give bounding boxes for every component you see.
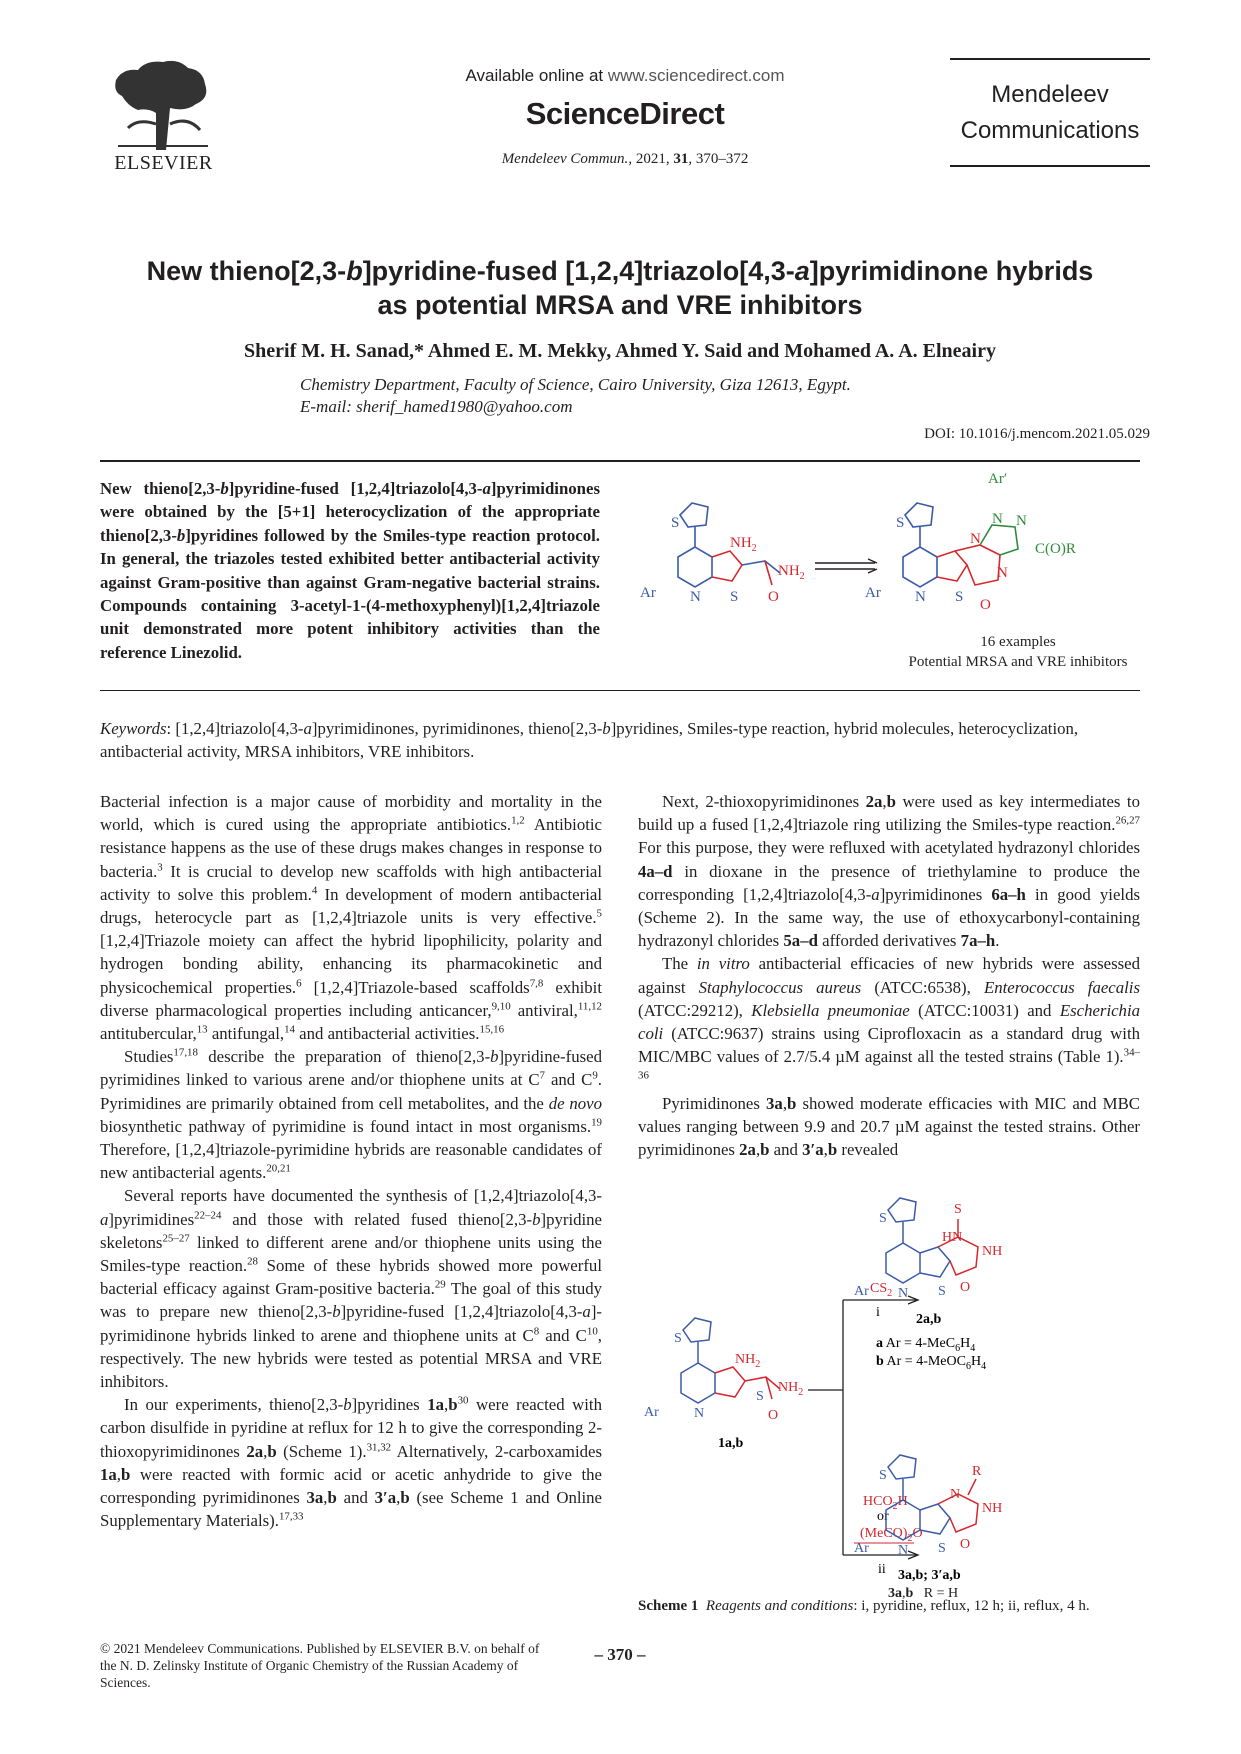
scheme-3-r: R: [972, 1464, 982, 1479]
scheme-s-b: S: [756, 1389, 764, 1404]
journal-name-line1: Mendeleev: [991, 81, 1109, 108]
scheme-3-o: O: [960, 1537, 971, 1552]
title-line-2: as potential MRSA and VRE inhibitors: [377, 290, 863, 320]
doi[interactable]: DOI: 10.1016/j.mencom.2021.05.029: [924, 426, 1150, 442]
ga-ar-prime: Ar′: [988, 471, 1008, 487]
keywords: Keywords: [1,2,4]triazolo[4,3-a]pyrimidinones, pyrimidinones, thieno[2,3-b]pyridines, Smiles-type reaction, hybrid molecules, heterocyclization, antibacterial activity, MRSA inhibitors, VRE inhibitors.: [100, 719, 1079, 761]
scheme-n-a: N: [694, 1406, 705, 1421]
ga-n4: N: [1016, 513, 1027, 529]
keywords-label: Keywords: [100, 719, 167, 738]
ga-arrow: [815, 559, 877, 573]
scheme-label-2: 2a,b: [916, 1312, 942, 1327]
scheme-ar-a: Ar: [644, 1405, 659, 1420]
ga-n3: N: [992, 511, 1003, 527]
scheme-3-n2: N: [898, 1543, 909, 1558]
scheme-step-ii: ii: [878, 1562, 886, 1577]
scheme-2-o: O: [960, 1280, 971, 1295]
scheme-2-ar: Ar: [854, 1284, 869, 1299]
page-number: – 370 –: [594, 1645, 646, 1664]
scheme-label-3a: 3a,b R = H: [888, 1586, 959, 1601]
scheme-reagent-hco2h: $HCO_2H$: [863, 1494, 908, 1512]
journal-rule-top: [950, 58, 1150, 60]
available-label: Available online at: [465, 66, 608, 85]
article-title: [80, 254, 1160, 322]
authors: Sherif M. H. Sanad,* Ahmed E. M. Mekky, Ahmed Y. Said and Mohamed A. A. Elneairy: [244, 340, 996, 362]
scheme-o-a: O: [768, 1408, 779, 1423]
scheme-3-n: N: [950, 1487, 961, 1502]
abstract-text: New thieno[2,3-b]pyridine-fused [1,2,4]triazolo[4,3-a]pyrimidinones were obtained by the [5+1] heterocyclization of the appropriate thieno[2,3-b]pyridines followed by the Smiles-type reaction protocol. In general, the triazoles tested exhibited better antibacterial activity against Gram-positive than against Gram-negative bacterial strains. Compounds containing 3-acetyl-1-(4-methoxyphenyl)[1,2,4]triazole unit demonstrated more potent inhibitory activities than the reference Linezolid.: [100, 479, 600, 662]
body-paragraph-7: Pyrimidinones 3a,b showed moderate efficacies with MIC and MBC values ranging between 9.9 and 20.7 µM against the tested strains. Other pyrimidinones 2a,b and 3′a,b revealed: [638, 1093, 1140, 1160]
sciencedirect-brand: ScienceDirect: [525, 96, 725, 131]
scheme-2-nh: NH: [982, 1244, 1003, 1259]
scheme-1: [638, 1195, 1148, 1590]
abstract-rule-top: [100, 460, 1140, 462]
scheme-start-structure: [681, 1318, 780, 1403]
graphic-caption: Potential MRSA and VRE inhibitors: [908, 654, 1128, 670]
scheme-nh2-a: $NH_2$: [735, 1352, 761, 1370]
available-online: [440, 66, 810, 86]
scheme-caption: Scheme 1 Reagents and conditions: i, pyridine, reflux, 12 h; ii, reflux, 4 h.: [638, 1598, 1090, 1614]
journal-name-line2: Communications: [960, 117, 1140, 144]
ga-nh2-2: $NH_2$: [778, 563, 805, 582]
title-line-1: New thieno[2,3-b]pyridine-fused [1,2,4]triazolo[4,3-a]pyrimidinone hybrids: [146, 256, 1094, 286]
abstract-rule-bottom: [100, 690, 1140, 691]
body-paragraph-6: The in vitro antibacterial efficacies of new hybrids were assessed against Staphylococcus aureus (ATCC:6538), Enterococcus faecalis (ATCC:29212), Klebsiella pneumoniae (ATCC:10031) and Escherichia coli (ATCC:9637) strains using Ciprofloxacin as a standard drug with MIC/MBC values of 2.7/5.4 µM against all the tested strains (Table 1).$^{34-36}$: [638, 954, 1140, 1082]
body-paragraph-3: Several reports have documented the synthesis of [1,2,4]triazolo[4,3-a]pyrimidines$^{22-24}$ and those with related fused thieno[2,3-b]pyridine skeletons$^{25-27}$ linked to different arene and/or thiophene units using the Smiles-type reaction.$^{28}$ Some of these hybrids showed more powerful bacterial efficacy against Gram-positive bacteria.$^{29}$ The goal of this study was to prepare new thieno[2,3-b]pyridine-fused [1,2,4]triazolo[4,3-a]-pyrimidinone hybrids linked to arene and thiophene units at $C^8$ and $C^{10}$, respectively. The new hybrids were tested as potential MRSA and VRE inhibitors.: [100, 1186, 602, 1392]
scheme-3-s2: S: [938, 1541, 946, 1556]
scheme-2-s1: S: [879, 1211, 887, 1226]
graphical-abstract: [640, 471, 1140, 635]
email[interactable]: E-mail: sherif_hamed1980@yahoo.com: [300, 397, 573, 416]
scheme-step-i: i: [876, 1305, 880, 1320]
scheme-s-a: S: [674, 1331, 682, 1346]
body-right-column: [638, 790, 1140, 1161]
scheme-3-s1: S: [879, 1468, 887, 1483]
ga-reactant: [678, 503, 780, 587]
ga-s1: S: [671, 515, 680, 531]
scheme-2-hn: HN: [942, 1230, 963, 1245]
copyright-notice: © 2021 Mendeleev Communications. Published by ELSEVIER B.V. on behalf of the N. D. Zelinsky Institute of Organic Chemistry of the Russian Academy of Sciences.: [100, 1641, 540, 1690]
ga-n1: N: [690, 589, 701, 605]
ga-ar2: Ar: [865, 585, 881, 601]
ga-s2: S: [730, 589, 739, 605]
scheme-3-ar: Ar: [854, 1541, 869, 1556]
journal-rule-bottom: [950, 165, 1150, 167]
scheme-2-n: N: [898, 1286, 909, 1301]
scheme-2-s2: S: [938, 1284, 946, 1299]
scheme-sub-a: a $Ar = 4-MeC_6H_4$: [876, 1336, 976, 1354]
ga-n5: N: [997, 565, 1008, 581]
ga-cor: C(O)R: [1035, 541, 1076, 557]
body-paragraph-5: Next, 2-thioxopyrimidinones 2a,b were used as key intermediates to build up a fused [1,2,4]triazole ring utilizing the Smiles-type reaction.$^{26,27}$ For this purpose, they were refluxed with acetylated hydrazonyl chlorides 4a–d in dioxane in the presence of triethylamine to produce the corresponding [1,2,4]triazolo[4,3-a]pyrimidinones 6a–h in good yields (Scheme 2). In the same way, the use of ethoxycarbonyl-containing hydrazonyl chlorides 5a–d afforded derivatives 7a–h.: [638, 792, 1140, 951]
journal-citation: Mendeleev Commun., 2021, 31, 370–372: [501, 151, 749, 167]
ga-s4: S: [955, 589, 964, 605]
scheme-label-1: 1a,b: [718, 1436, 744, 1451]
scheme-nh2-b: $NH_2$: [778, 1380, 804, 1398]
affiliation: Chemistry Department, Faculty of Science, Cairo University, Giza 12613, Egypt.: [300, 375, 851, 394]
ga-n6: N: [915, 589, 926, 605]
body-paragraph-4: In our experiments, thieno[2,3-b]pyridines $1a,b^{30}$ were reacted with carbon disulfide in pyridine at reflux for 12 h to give the corresponding 2-thioxopyrimidinones 2a,b (Scheme 1).$^{31,32}$ Alternatively, 2-carboxamides 1a,b were reacted with formic acid or acetic anhydride to give the corresponding pyrimidinones 3a,b and 3′a,b (see Scheme 1 and Online Supplementary Materials).$^{17,33}$: [100, 1394, 602, 1531]
graphic-examples: 16 examples: [980, 634, 1056, 650]
ga-n2: N: [970, 531, 981, 547]
body-paragraph-2: Studies$^{17,18}$ describe the preparation of thieno[2,3-b]pyridine-fused pyrimidines linked to various arene and/or thiophene units at $C^7$ and $C^9$. Pyrimidines are primarily obtained from cell metabolites, and the de novo biosynthetic pathway of pyrimidine is found intact in most organisms.$^{19}$ Therefore, [1,2,4]triazole-pyrimidine hybrids are reasonable candidates of new antibacterial agents.$^{20,21}$: [100, 1046, 603, 1183]
elsevier-tree-logo: [108, 58, 213, 150]
ga-o1: O: [768, 589, 779, 605]
ga-s3: S: [896, 515, 905, 531]
ga-o2: O: [980, 597, 991, 613]
sciencedirect-url[interactable]: www.sciencedirect.com: [607, 66, 785, 85]
journal-name: [950, 77, 1150, 149]
scheme-3-nh: NH: [982, 1501, 1003, 1516]
publisher-wordmark: ELSEVIER: [114, 152, 213, 174]
affiliation-block: [300, 374, 1000, 418]
ga-nh2-1: $NH_2$: [730, 535, 757, 554]
body-paragraph-1: Bacterial infection is a major cause of morbidity and mortality in the world, which is cured using the appropriate antibiotics.$^{1,2}$ Antibiotic resistance happens as the use of these drugs makes changes in response to bacteria.$^3$ It is crucial to develop new scaffolds with high antibacterial activity to solve this problem.$^4$ In development of modern antibacterial drugs, heterocycle part as [1,2,4]triazole units is very effective.$^5$ [1,2,4]Triazole moiety can affect the hybrid lipophilicity, polarity and hydrogen bonding ability, enhancing its pharmacokinetic and physicochemical properties.$^6$ [1,2,4]Triazole-based scaffolds$^{7,8}$ exhibit diverse pharmacological properties including anticancer,$^{9,10}$ antiviral,$^{11,12}$ antitubercular,$^{13}$ antifungal,$^{14}$ and antibacterial activities.$^{15,16}$: [100, 792, 602, 1044]
body-left-column: [100, 790, 602, 1533]
scheme-reagent-or: or: [877, 1509, 889, 1524]
scheme-reagent-anhydride: $(MeCO)_2O$: [860, 1526, 923, 1544]
scheme-reagent-cs2: $CS_2$: [870, 1281, 893, 1299]
scheme-caption-label: Scheme 1: [638, 1598, 699, 1614]
scheme-sub-b: b $Ar = 4-MeOC_6H_4$: [876, 1354, 987, 1372]
scheme-2-s-thione: S: [954, 1202, 962, 1217]
scheme-label-3: 3a,b; 3′a,b: [898, 1568, 961, 1583]
ga-ar1: Ar: [640, 585, 656, 601]
scheme-product-2: [886, 1198, 978, 1283]
